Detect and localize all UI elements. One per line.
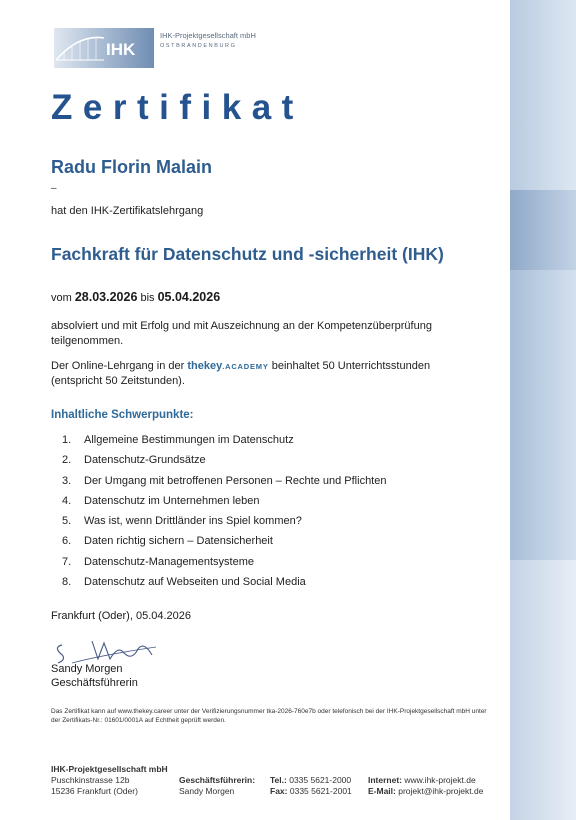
footer-ceo-name: Sandy Morgen (179, 786, 235, 796)
online-course-text (51, 359, 481, 389)
footer-ceo-label: Geschäftsführerin: (179, 775, 256, 785)
side-band-segment (510, 0, 576, 190)
brand-main: thekey (187, 360, 223, 372)
footer-mail-link[interactable]: projekt@ihk-projekt.de (398, 786, 484, 796)
list-item: 6. Daten richtig sichern – Datensicherheit (62, 535, 273, 548)
footer-contact (368, 775, 483, 797)
list-item: 4. Datenschutz im Unternehmen leben (62, 494, 260, 507)
org-name: IHK-Projektgesellschaft mbH (160, 31, 256, 40)
side-band-segment (510, 270, 576, 560)
decorative-side-band (510, 0, 576, 820)
footer-ceo (179, 775, 255, 797)
signer-name: Sandy Morgen (51, 663, 123, 675)
topics-heading: Inhaltliche Schwerpunkte: (51, 409, 194, 421)
dash-separator: – (51, 183, 57, 194)
ihk-logo (54, 28, 154, 68)
footer-city: 15236 Frankfurt (Oder) (51, 786, 138, 796)
signer-block (51, 662, 138, 690)
intro-text: hat den IHK-Zertifikatslehrgang (51, 205, 204, 217)
org-region: OSTBRANDENBURG (160, 43, 237, 49)
footer-phone (270, 775, 352, 797)
footer-fax: 0335 5621-2001 (289, 786, 352, 796)
side-band-segment (510, 560, 576, 820)
list-item: 7. Datenschutz-Managementsysteme (62, 555, 254, 568)
recipient-name: Radu Florin Malain (51, 157, 213, 177)
course-title: Fachkraft für Datenschutz und -sicherheit (IHK) (51, 244, 444, 264)
verification-note: Das Zertifikat kann auf www.thekey.career unter der Verifizierungsnummer tka-2026-760e7b oder telefonisch bei der IHK-Projektgesellschaft mbH unter der Zertifikats-Nr.: 01601/0001A auf Echtheit geprüft werden. (51, 708, 487, 724)
date-to: 05.04.2026 (157, 290, 221, 304)
list-item: 2. Datenschutz-Grundsätze (62, 454, 206, 467)
thekey-academy-brand (187, 360, 268, 372)
list-item: 8. Datenschutz auf Webseiten und Social Media (62, 576, 306, 589)
date-prefix: vom (51, 292, 72, 304)
logo-text: IHK (106, 40, 136, 59)
place-date: Frankfurt (Oder), 05.04.2026 (51, 610, 192, 622)
signer-role: Geschäftsführerin (51, 677, 138, 689)
org-header (160, 31, 256, 51)
footer-street: Puschkinstrasse 12b (51, 775, 130, 785)
online-suffix: beinhaltet 50 Unterrichtsstunden (entspricht 50 Zeitstunden). (51, 360, 431, 387)
topics-list (62, 434, 386, 596)
footer-tel: 0335 5621-2000 (289, 775, 352, 785)
online-prefix: Der Online-Lehrgang in der (51, 360, 185, 372)
date-from: 28.03.2026 (74, 290, 138, 304)
footer-web-label: Internet: (368, 775, 402, 785)
list-item: 1. Allgemeine Bestimmungen im Datenschutz (62, 434, 294, 446)
footer-company: IHK-Projektgesellschaft mbH (51, 764, 168, 774)
footer-address (51, 764, 168, 797)
footer-web-link[interactable]: www.ihk-projekt.de (404, 775, 476, 785)
date-mid: bis (140, 292, 155, 304)
footer-mail-label: E-Mail: (368, 786, 396, 796)
date-range (51, 290, 220, 304)
list-item: 5. Was ist, wenn Drittländer ins Spiel kommen? (62, 515, 302, 528)
brand-sub: .ACADEMY (222, 362, 269, 371)
footer-tel-label: Tel.: (270, 775, 287, 785)
side-band-segment (510, 190, 576, 270)
list-item: 3. Der Umgang mit betroffenen Personen – Rechte und Pflichten (62, 474, 387, 487)
certificate-title: Zertifikat (51, 88, 304, 127)
footer-fax-label: Fax: (270, 786, 288, 796)
completion-text: absolviert und mit Erfolg und mit Auszeichnung an der Kompetenzüberprüfung teilgenommen. (51, 320, 432, 347)
